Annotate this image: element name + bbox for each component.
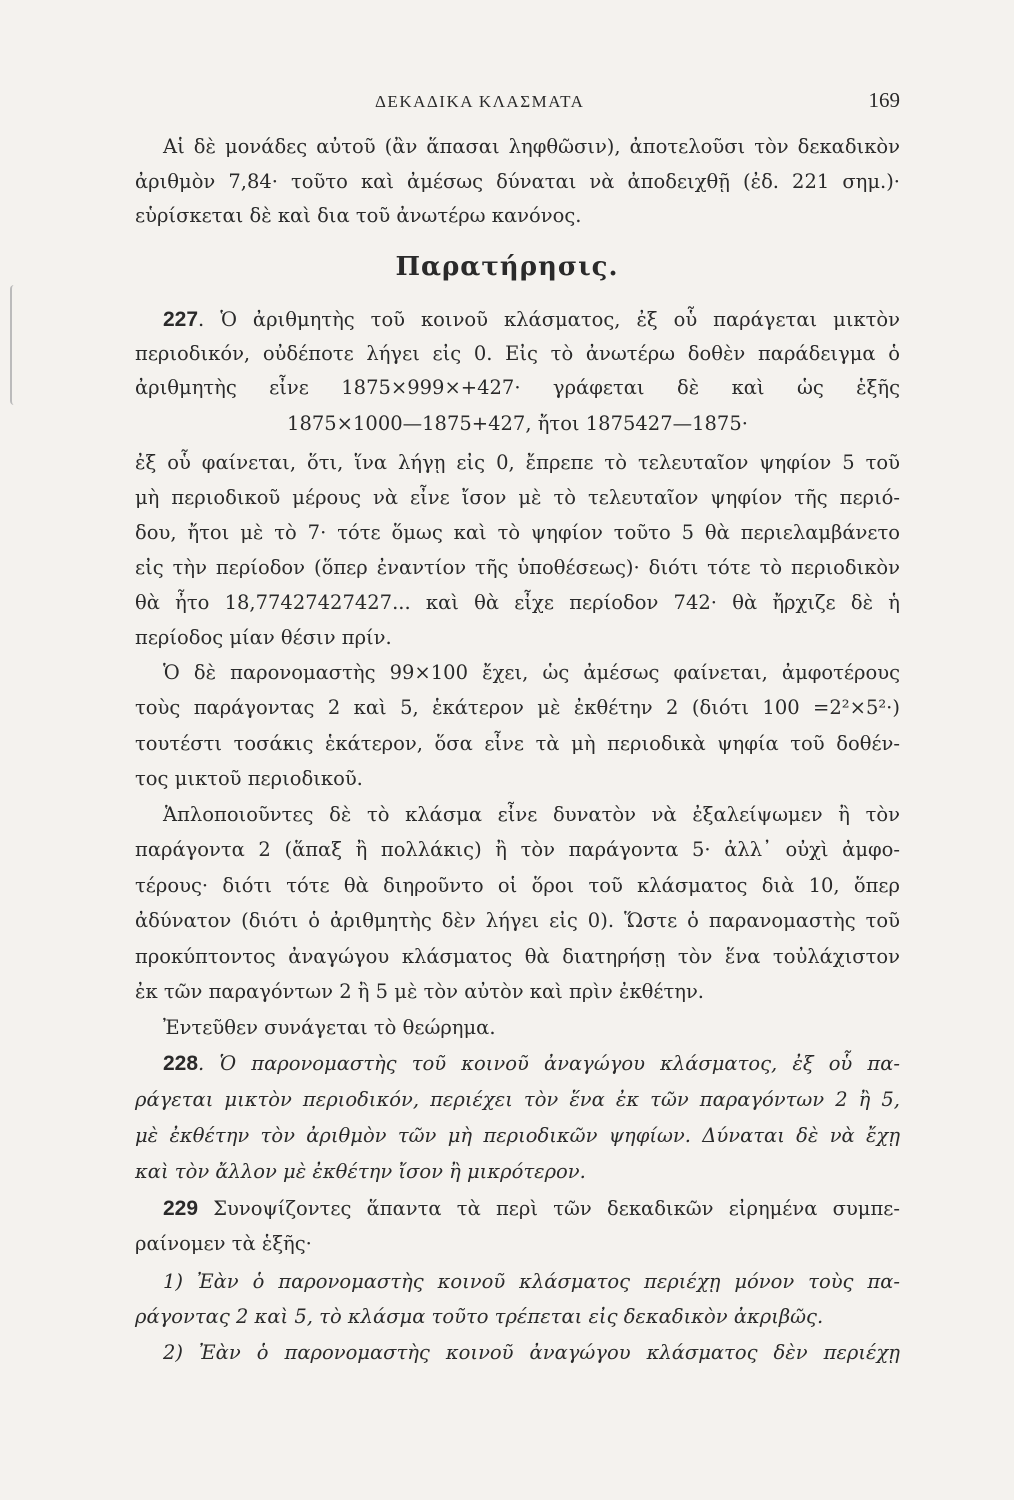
- text-span: Συνοψίζοντες ἅπαντα τὰ περὶ τῶν δεκαδικῶν εἰρημένα συμπε-: [198, 1197, 900, 1220]
- text-line: τος μικτοῦ περιοδικοῦ.: [135, 767, 363, 790]
- paragraph-228-first-line: [163, 1050, 900, 1078]
- text-line: Αἱ δὲ μονάδες αὐτοῦ (ἂν ἅπασαι ληφθῶσιν), ἀποτελοῦσι τὸν δεκαδικὸν: [163, 135, 900, 158]
- text-line: δου, ἤτοι μὲ τὸ 7· τότε ὅμως καὶ τὸ ψηφίον τοῦτο 5 θὰ περιελαμβάνετο: [135, 521, 900, 544]
- text-line: ἀδύνατον (διότι ὁ ἀριθμητὴς δὲν λήγει εἰς 0). Ὥστε ὁ παρανομαστὴς τοῦ: [135, 909, 900, 932]
- text-line: ἐκ τῶν παραγόντων 2 ἢ 5 μὲ τὸν αὐτὸν καὶ πρὶν ἐκθέτην.: [135, 980, 705, 1003]
- section-number-228: 228: [163, 1052, 199, 1075]
- text-line: καὶ τὸν ἄλλον μὲ ἐκθέτην ἴσον ἢ μικρότερον.: [135, 1160, 586, 1183]
- margin-mark: [10, 285, 20, 405]
- text-line: 1) Ἐὰν ὁ παρονομαστὴς κοινοῦ κλάσματος περιέχῃ μόνον τοὺς πα-: [163, 1270, 900, 1293]
- text-line: τοὺς παράγοντας 2 καὶ 5, ἑκάτερον μὲ ἐκθέτην 2 (διότι 100 =2²×5²·): [135, 696, 900, 719]
- text-line: τέρους· διότι τότε θὰ διηροῦντο οἱ ὅροι τοῦ κλάσματος διὰ 10, ὅπερ: [135, 874, 900, 897]
- section-number-227: 227: [163, 308, 199, 331]
- page-number: 169: [868, 88, 900, 112]
- running-title: ΔΕΚΑΔΙΚΑ ΚΛΑΣΜΑΤΑ: [375, 92, 585, 111]
- text-line: 2) Ἐὰν ὁ παρονομαστὴς κοινοῦ ἀναγώγου κλάσματος δὲν περιέχῃ: [163, 1341, 900, 1364]
- formula-line: 1875×1000—1875+427, ἤτοι 1875427—1875·: [287, 412, 748, 435]
- text-span: . Ὁ παρονομαστὴς τοῦ κοινοῦ ἀναγώγου κλάσματος, ἐξ οὗ πα-: [198, 1052, 900, 1075]
- text-line: ράγοντας 2 καὶ 5, τὸ κλάσμα τοῦτο τρέπεται εἰς δεκαδικὸν ἀκριβῶς.: [135, 1305, 824, 1328]
- text-line: ἐξ οὗ φαίνεται, ὅτι, ἵνα λήγῃ εἰς 0, ἔπρεπε τὸ τελευταῖον ψηφίον 5 τοῦ: [135, 451, 900, 474]
- section-number-229: 229: [163, 1197, 199, 1220]
- text-line: μὲ ἐκθέτην τὸν ἀριθμὸν τῶν μὴ περιοδικῶν ψηφίων. Δύναται δὲ νὰ ἔχῃ: [135, 1124, 900, 1147]
- text-line: Ἐντεῦθεν συνάγεται τὸ θεώρημα.: [163, 1016, 496, 1039]
- text-span: . Ὁ ἀριθμητὴς τοῦ κοινοῦ κλάσματος, ἐξ οὗ παράγεται μικτὸν: [198, 308, 900, 331]
- text-line: ἀριθμητὴς εἶνε 1875×999×+427· γράφεται δὲ καὶ ὡς ἑξῆς: [135, 376, 900, 399]
- text-line: εἰς τὴν περίοδον (ὅπερ ἐναντίον τῆς ὑποθέσεως)· διότι τότε τὸ περιοδικὸν: [135, 556, 900, 579]
- text-line: περίοδος μίαν θέσιν πρίν.: [135, 626, 392, 649]
- text-line: ραίνομεν τὰ ἑξῆς·: [135, 1232, 312, 1255]
- text-line: τουτέστι τοσάκις ἑκάτερον, ὅσα εἶνε τὰ μὴ περιοδικὰ ψηφία τοῦ δοθέν-: [135, 732, 900, 755]
- text-line: εὑρίσκεται δὲ καὶ δια τοῦ ἀνωτέρω κανόνος.: [135, 204, 582, 227]
- text-line: προκύπτοντος ἀναγώγου κλάσματος θὰ διατηρήσῃ τὸν ἕνα τοὐλάχιστον: [135, 945, 900, 968]
- text-line: παράγοντα 2 (ἅπαξ ἢ πολλάκις) ἢ τὸν παράγοντα 5· ἀλλ᾿ οὐχὶ ἀμφο-: [135, 838, 900, 861]
- text-line: θὰ ἦτο 18,77427427427... καὶ θὰ εἶχε περίοδον 742· θὰ ἤρχιζε δὲ ἡ: [135, 591, 900, 614]
- text-line: Ἁπλοποιοῦντες δὲ τὸ κλάσμα εἶνε δυνατὸν νὰ ἐξαλείψωμεν ἢ τὸν: [163, 803, 900, 826]
- page-header: [135, 88, 900, 118]
- text-line: ράγεται μικτὸν περιοδικόν, περιέχει τὸν ἕνα ἐκ τῶν παραγόντων 2 ἢ 5,: [135, 1088, 900, 1111]
- text-line: περιοδικόν, οὐδέποτε λήγει εἰς 0. Εἰς τὸ ἀνωτέρω δοθὲν παράδειγμα ὁ: [135, 342, 900, 365]
- paragraph-229-first-line: [163, 1195, 900, 1223]
- text-line: Ὁ δὲ παρονομαστὴς 99×100 ἔχει, ὡς ἀμέσως φαίνεται, ἀμφοτέρους: [163, 661, 900, 684]
- section-heading: Παρατήρησις.: [395, 252, 619, 282]
- paragraph-227-first-line: [163, 306, 900, 334]
- text-line: μὴ περιοδικοῦ μέρους νὰ εἶνε ἴσον μὲ τὸ τελευταῖον ψηφίον τῆς περιό-: [135, 486, 900, 509]
- text-line: ἀριθμὸν 7,84· τοῦτο καὶ ἀμέσως δύναται νὰ ἀποδειχθῇ (ἐδ. 221 σημ.)·: [135, 170, 900, 193]
